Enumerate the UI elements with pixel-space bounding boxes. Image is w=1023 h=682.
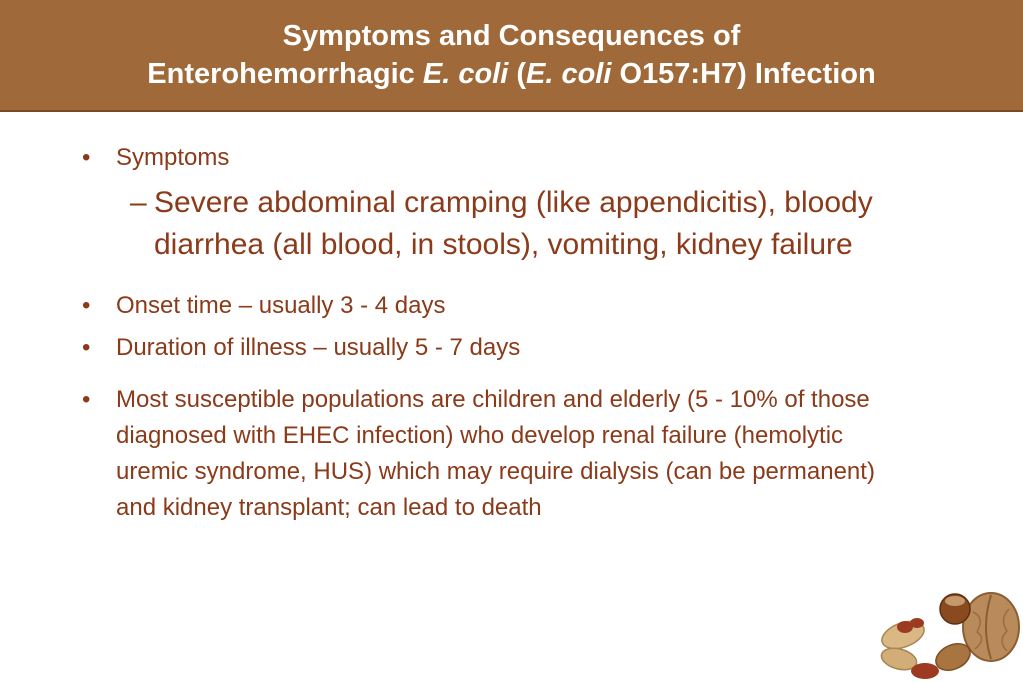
- sub-bullet-item: [130, 182, 894, 266]
- nuts-illustration: [873, 587, 1023, 682]
- bullet-item-symptoms: [82, 140, 932, 176]
- sub-bullet-text: Severe abdominal cramping (like appendicitis), bloody diarrhea (all blood, in stools), vomiting, kidney failure: [154, 186, 873, 261]
- slide-title-line1: Symptoms and Consequences of: [282, 20, 741, 52]
- bullet-text: Duration of illness – usually 5 - 7 days: [116, 334, 521, 361]
- bullet-text: Symptoms: [116, 144, 230, 171]
- title-italic-ecoli: E. coli: [526, 58, 612, 90]
- bullet-item-onset: [82, 288, 932, 324]
- bullet-icon: •: [82, 292, 91, 319]
- title-text-part: Enterohemorrhagic: [147, 58, 423, 90]
- bullet-item-duration: [82, 330, 932, 366]
- title-text-part: (: [508, 58, 526, 90]
- dash-icon: –: [130, 186, 147, 219]
- bullet-text: Onset time – usually 3 - 4 days: [116, 292, 446, 319]
- slide-title-bar: [0, 0, 1023, 112]
- bullet-icon: •: [82, 334, 91, 361]
- title-italic-ecoli: E. coli: [422, 58, 509, 90]
- bullet-item-susceptible: [82, 382, 916, 526]
- bullet-icon: •: [82, 386, 91, 413]
- slide-content: [82, 140, 932, 526]
- bullet-text: Most susceptible populations are children and elderly (5 - 10% of those diagnosed with EHEC infection) who develop renal failure (hemolytic uremic syndrome, HUS) which may require dialysis (can be permanent) and kidney transplant; can lead to death: [116, 386, 875, 521]
- bullet-icon: •: [82, 144, 91, 171]
- title-text-part: O157:H7) Infection: [611, 58, 876, 90]
- slide-title-line2: [147, 55, 875, 93]
